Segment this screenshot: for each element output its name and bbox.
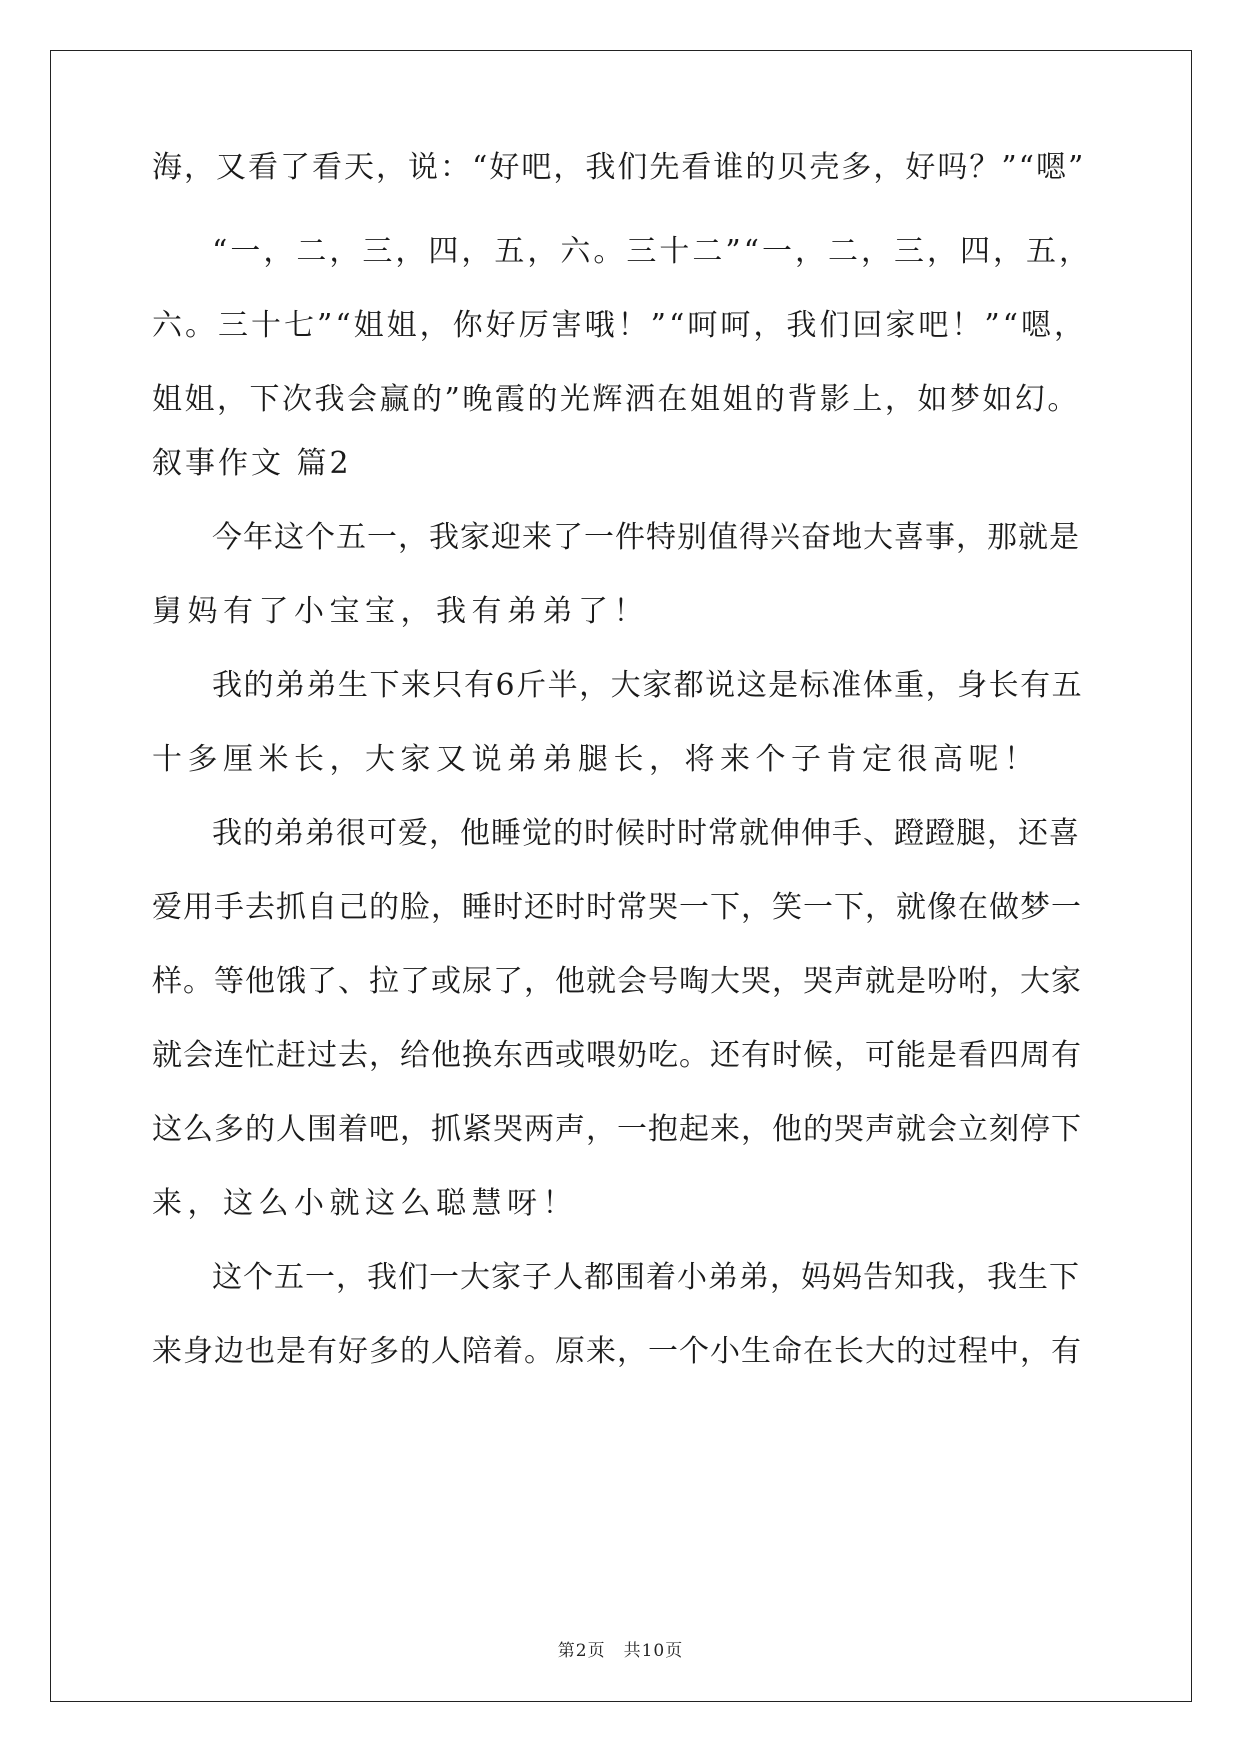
- text-line: 这么多的人围着吧，抓紧哭两声，一抱起来，他的哭声就会立刻停下: [152, 1112, 1082, 1147]
- text-line: 来，这么小就这么聪慧呀！: [152, 1186, 578, 1221]
- page-border: [50, 50, 1192, 1702]
- text-line: 我的弟弟生下来只有6斤半，大家都说这是标准体重，身长有五: [212, 668, 1084, 703]
- text-line: 今年这个五一，我家迎来了一件特别值得兴奋地大喜事，那就是: [212, 520, 1080, 555]
- text-line: “一，二，三，四，五，六。三十二”“一，二，三，四，五，: [212, 234, 1093, 269]
- text-line: 就会连忙赶过去，给他换东西或喂奶吃。还有时候，可能是看四周有: [152, 1038, 1082, 1073]
- text-line: 十多厘米长，大家又说弟弟腿长，将来个子肯定很高呢！: [152, 742, 1040, 777]
- text-line: 海，又看了看天，说：“好吧，我们先看谁的贝壳多，好吗？”“嗯”: [152, 150, 1086, 185]
- text-line: 爱用手去抓自己的脸，睡时还时时常哭一下，笑一下，就像在做梦一: [152, 890, 1082, 925]
- text-line: 这个五一，我们一大家子人都围着小弟弟，妈妈告知我，我生下: [212, 1260, 1080, 1295]
- text-line: 我的弟弟很可爱，他睡觉的时候时时常就伸伸手、蹬蹬腿，还喜: [212, 816, 1080, 851]
- section-heading: 叙事作文 篇2: [152, 446, 352, 481]
- text-line: 样。等他饿了、拉了或尿了，他就会号啕大哭，哭声就是吩咐，大家: [152, 964, 1082, 999]
- text-line: 舅妈有了小宝宝，我有弟弟了！: [152, 594, 649, 629]
- text-line: 来身边也是有好多的人陪着。原来，一个小生命在长大的过程中，有: [152, 1334, 1082, 1369]
- text-line: 姐姐，下次我会赢的”晚霞的光辉洒在姐姐的背影上，如梦如幻。: [152, 382, 1080, 417]
- text-line: 六。三十七”“姐姐，你好厉害哦！”“呵呵，我们回家吧！”“嗯，: [152, 308, 1088, 343]
- page-number: 第2页 共10页: [557, 1641, 684, 1661]
